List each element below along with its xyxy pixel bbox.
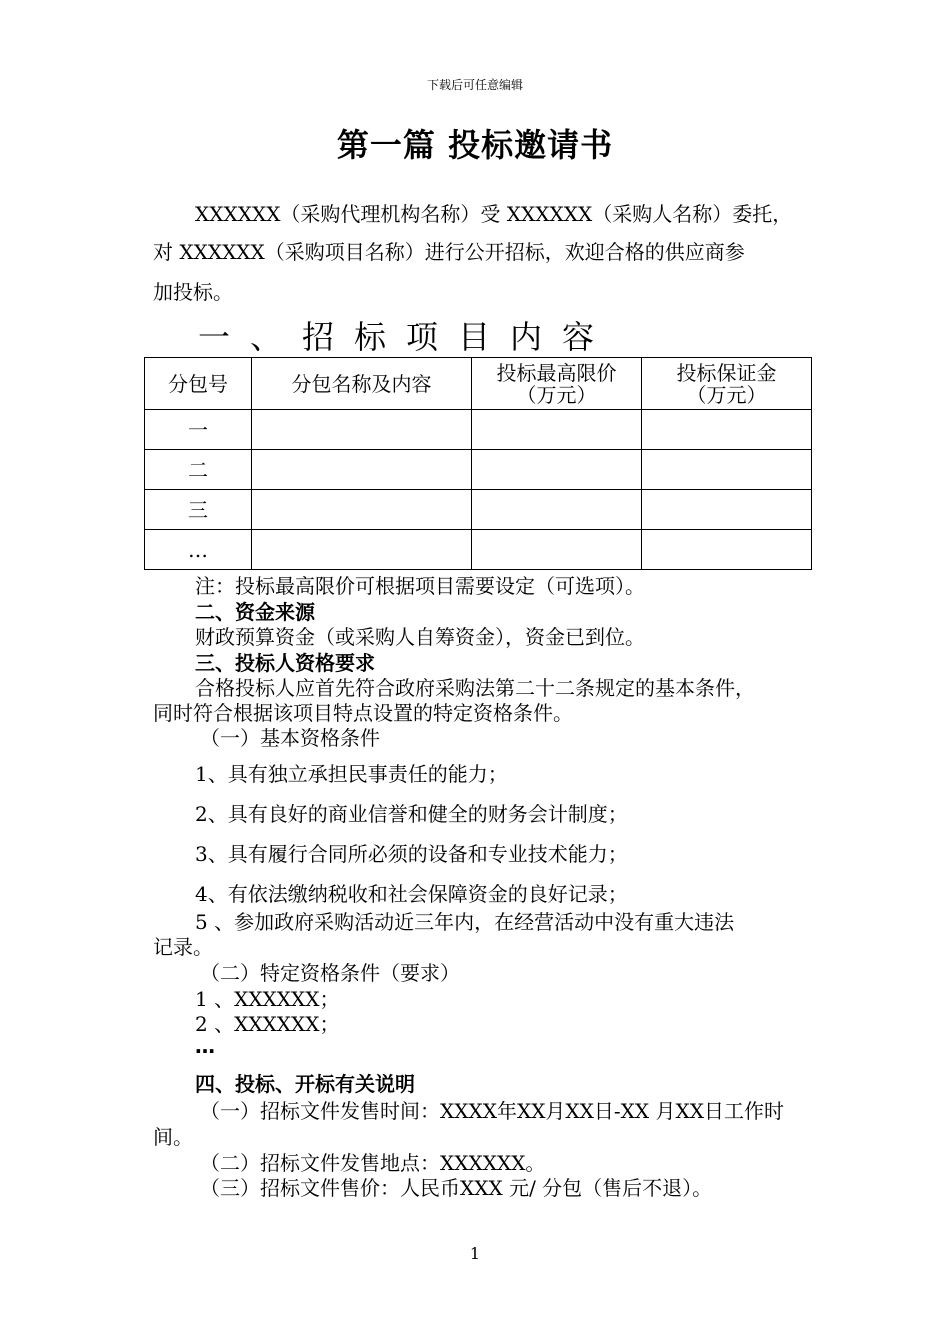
section-3-title: 三、投标人资格要求 [195, 651, 375, 675]
row-cell [472, 450, 642, 490]
row-package-no: 三 [145, 490, 252, 530]
intro-line-3: 加投标。 [153, 280, 233, 304]
section-3-text-1: 合格投标人应首先符合政府采购法第二十二条规定的基本条件， [195, 676, 755, 700]
page-title: 第一篇 投标邀请书 [336, 126, 614, 164]
basic-item-1: 1、具有独立承担民事责任的能力； [195, 762, 508, 786]
page-number: 1 [469, 1244, 481, 1263]
row-cell [252, 530, 472, 570]
header-deposit-line-1: 投标保证金 [676, 360, 777, 385]
row-cell [252, 490, 472, 530]
table-header-row [145, 358, 812, 410]
section-3-text-2: 同时符合根据该项目特点设置的特定资格条件。 [153, 701, 573, 725]
row-cell [642, 410, 812, 450]
table-note: 注：投标最高限价可根据项目需要设定（可选项）。 [195, 574, 645, 598]
row-cell [642, 490, 812, 530]
intro-line-1: XXXXXX（采购代理机构名称）受 XXXXXX（采购人名称）委托， [195, 202, 793, 226]
header-package-name: 分包名称及内容 [252, 358, 472, 410]
section-4-item-3: （三）招标文件售价：人民币XXX 元/ 分包（售后不退）。 [200, 1176, 713, 1200]
row-package-no: 二 [145, 450, 252, 490]
basic-item-3: 3、具有履行合同所必须的设备和专业技术能力； [195, 842, 628, 866]
package-table [144, 357, 812, 570]
header-max-price-line-1: 投标最高限价 [496, 360, 617, 385]
table-row [145, 530, 812, 570]
header-deposit-line-2: （万元） [686, 382, 767, 407]
basic-item-4: 4、有依法缴纳税收和社会保障资金的良好记录； [195, 882, 628, 906]
header-package-no: 分包号 [145, 358, 252, 410]
section-4-title: 四、投标、开标有关说明 [195, 1072, 415, 1096]
table-row [145, 450, 812, 490]
row-cell [252, 410, 472, 450]
basic-item-2: 2、具有良好的商业信誉和健全的财务会计制度； [195, 802, 628, 826]
intro-line-2: 对 XXXXXX（采购项目名称）进行公开招标，欢迎合格的供应商参 [153, 240, 745, 264]
section-4-item-1-line-1: （一）招标文件发售时间：XXXX年XX月XX日-XX 月XX日工作时 [200, 1099, 784, 1123]
header-deposit [642, 358, 812, 410]
header-note: 下载后可任意编辑 [426, 78, 523, 92]
table-row [145, 490, 812, 530]
row-package-no: … [145, 530, 252, 570]
specific-item-1: 1 、XXXXXX； [195, 987, 340, 1011]
row-cell [252, 450, 472, 490]
row-cell [472, 410, 642, 450]
section-2-text: 财政预算资金（或采购人自筹资金），资金已到位。 [195, 625, 645, 649]
section-2-title: 二、资金来源 [195, 600, 315, 624]
row-cell [642, 450, 812, 490]
section-4-item-2: （二）招标文件发售地点：XXXXXX。 [200, 1151, 546, 1175]
specific-item-2: 2 、XXXXXX； [195, 1012, 340, 1036]
specific-item-ellipsis: … [195, 1034, 215, 1058]
specific-conditions-title: （二）特定资格条件（要求） [200, 961, 460, 985]
section-1-title: 一、招标项目内容 [198, 318, 615, 356]
basic-item-5-line-1: 5 、参加政府采购活动近三年内，在经营活动中没有重大违法 [195, 910, 735, 934]
row-cell [472, 530, 642, 570]
row-package-no: 一 [145, 410, 252, 450]
row-cell [642, 530, 812, 570]
section-4-item-1-line-2: 间。 [153, 1125, 193, 1149]
row-cell [472, 490, 642, 530]
basic-item-5-line-2: 记录。 [153, 935, 213, 959]
header-max-price [472, 358, 642, 410]
header-max-price-line-2: （万元） [516, 382, 597, 407]
basic-conditions-title: （一）基本资格条件 [200, 726, 380, 750]
table-row [145, 410, 812, 450]
